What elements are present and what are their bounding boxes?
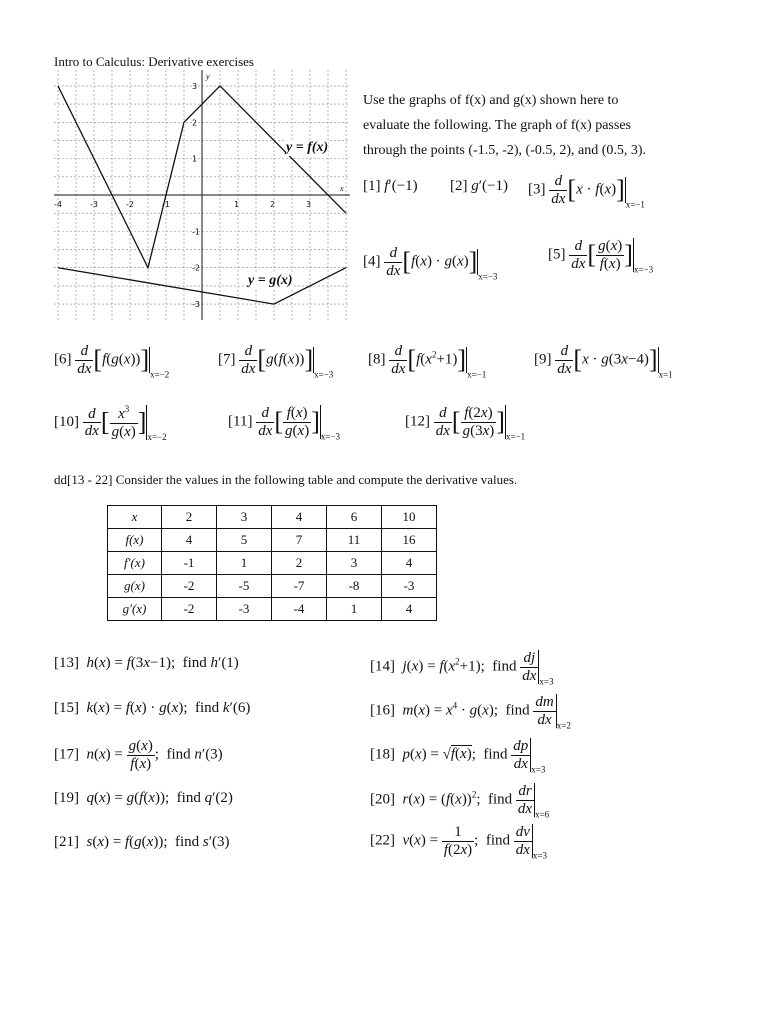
intro-line-2: evaluate the following. The graph of f(x) passes	[363, 118, 631, 133]
values-table	[107, 505, 437, 621]
item-15: [15] k(x) = f(x) · g(x); find k′(6)	[54, 700, 251, 716]
intro-line-3: through the points (-1.5, -2), (-0.5, 2), and (0.5, 3).	[363, 143, 647, 158]
table-header-cell: 4	[272, 506, 327, 529]
y-tick-label: 2	[192, 118, 198, 128]
problem-1: [1] f′(−1)	[363, 178, 418, 194]
table-cell: -8	[327, 575, 382, 598]
x-tick-label: 2	[270, 200, 276, 209]
graph-axes	[54, 70, 350, 320]
table-header-cell: x	[108, 506, 162, 529]
row-label: g′(x)	[108, 598, 162, 621]
table-header-cell: 2	[162, 506, 217, 529]
page-title: Intro to Calculus: Derivative exercises	[54, 54, 254, 69]
x-axis-label: x	[340, 184, 344, 193]
row-label: g(x)	[108, 575, 162, 598]
table-cell: 7	[272, 529, 327, 552]
problem-10: [10] $\frac{d}{dx}$ [ $\frac{x^3}{g(x)}$ ]$_{x=-2}$	[54, 404, 167, 442]
problem-7: [7] $\frac{d}{dx}$ $[g(f(x))]_{x=-3}$	[218, 343, 334, 380]
table-header-row	[108, 506, 437, 529]
table-cell: -7	[272, 575, 327, 598]
table-cell: 5	[217, 529, 272, 552]
table-row	[108, 598, 437, 621]
item-14: [14] $j(x) = f(x^2+1)$; find $\frac{dj}{dx}$ $_{x=3}$	[370, 650, 554, 687]
y-tick-label: -1	[192, 227, 200, 237]
x-tick-label: -3	[90, 200, 98, 209]
problem-2: [2] g′(−1)	[450, 178, 508, 194]
item-18: [18] p(x) = √f(x); find $\frac{dp}{dx}$ $_{x=3}$	[370, 738, 546, 775]
problem-8: [8] $\frac{d}{dx}$ $[f(x^2+1)]_{x=-1}$	[368, 343, 487, 380]
table-row	[108, 552, 437, 575]
item-13: [13] h(x) = f(3x−1); find h′(1)	[54, 655, 239, 671]
item-21: [21] s(x) = f(g(x)); find s′(3)	[54, 834, 230, 850]
table-header-cell: 3	[217, 506, 272, 529]
table-cell: -3	[382, 575, 437, 598]
section-heading: dd[13 - 22] Consider the values in the following table and compute the derivative values.	[54, 472, 518, 487]
y-axis-label: y	[206, 72, 210, 81]
problem-5: [5] $\frac{d}{dx}$ [ $\frac{g(x)}{f(x)}$ ]$_{x=-3}$	[548, 238, 654, 275]
table-cell: 2	[272, 552, 327, 575]
table-cell: -2	[162, 598, 217, 621]
problem-4: [4] $\frac{d}{dx}$ $[f(x) \cdot g(x)]_{x=-3}$	[363, 245, 498, 282]
table-cell: -4	[272, 598, 327, 621]
table-cell: -1	[162, 552, 217, 575]
item-20: [20] $r(x) = (f(x))^2$; find $\frac{dr}{dx}$ $_{x=6}$	[370, 783, 550, 820]
table-cell: 16	[382, 529, 437, 552]
problem-3: [3] $\frac{d}{dx}$ $[x \cdot f(x)]_{x=-1}$	[528, 173, 645, 210]
function-graph	[54, 70, 350, 320]
table-cell: 4	[162, 529, 217, 552]
f-curve-label: y = f(x)	[286, 140, 329, 155]
item-16: [16] $m(x) = x^4 \cdot g(x)$; find $\frac{dm}{dx}$ $_{x=2}$	[370, 694, 571, 731]
item-17: [17] n(x) = $\frac{g(x)}{f(x)}$ ; find n′(3)	[54, 738, 223, 772]
table-row	[108, 529, 437, 552]
table-cell: 4	[382, 598, 437, 621]
table-cell: 11	[327, 529, 382, 552]
table-cell: 1	[327, 598, 382, 621]
problem-12: [12] $\frac{d}{dx}$ [ $\frac{f(2x)}{g(3x)}$ ]$_{x=-1}$	[405, 405, 526, 442]
table-row	[108, 575, 437, 598]
row-label: f(x)	[108, 529, 162, 552]
row-label: f′(x)	[108, 552, 162, 575]
y-tick-label: 3	[192, 81, 198, 91]
problem-6: [6] $\frac{d}{dx}$ $[f(g(x))]_{x=-2}$	[54, 343, 170, 380]
table-cell: 3	[327, 552, 382, 575]
x-tick-label: -4	[54, 200, 62, 209]
table-cell: -5	[217, 575, 272, 598]
table-cell: -2	[162, 575, 217, 598]
intro-line-1: Use the graphs of f(x) and g(x) shown here to	[363, 93, 619, 108]
table-cell: 1	[217, 552, 272, 575]
intro-text	[363, 88, 683, 163]
problem-9: [9] $\frac{d}{dx}$ $[x \cdot g(3x-4)]_{x=1}$	[534, 343, 673, 380]
table-cell: -3	[217, 598, 272, 621]
y-tick-label: 1	[192, 154, 198, 164]
x-tick-label: 1	[234, 200, 240, 209]
y-tick-label: -3	[192, 300, 200, 310]
table-cell: 4	[382, 552, 437, 575]
x-tick-label: -1	[162, 200, 170, 209]
item-22: [22] v(x) = $\frac{1}{f(2x)}$ ; find $\frac{dv}{dx}$ $_{x=3}$	[370, 824, 547, 861]
g-curve-label: y = g(x)	[248, 273, 293, 288]
x-tick-label: 3	[306, 200, 312, 209]
item-19: [19] q(x) = g(f(x)); find q′(2)	[54, 790, 233, 806]
table-header-cell: 10	[382, 506, 437, 529]
y-tick-label: -2	[192, 263, 200, 273]
table-header-cell: 6	[327, 506, 382, 529]
problem-11: [11] $\frac{d}{dx}$ [ $\frac{f(x)}{g(x)}$ ]$_{x=-3}$	[228, 405, 341, 442]
x-tick-label: -2	[126, 200, 134, 209]
